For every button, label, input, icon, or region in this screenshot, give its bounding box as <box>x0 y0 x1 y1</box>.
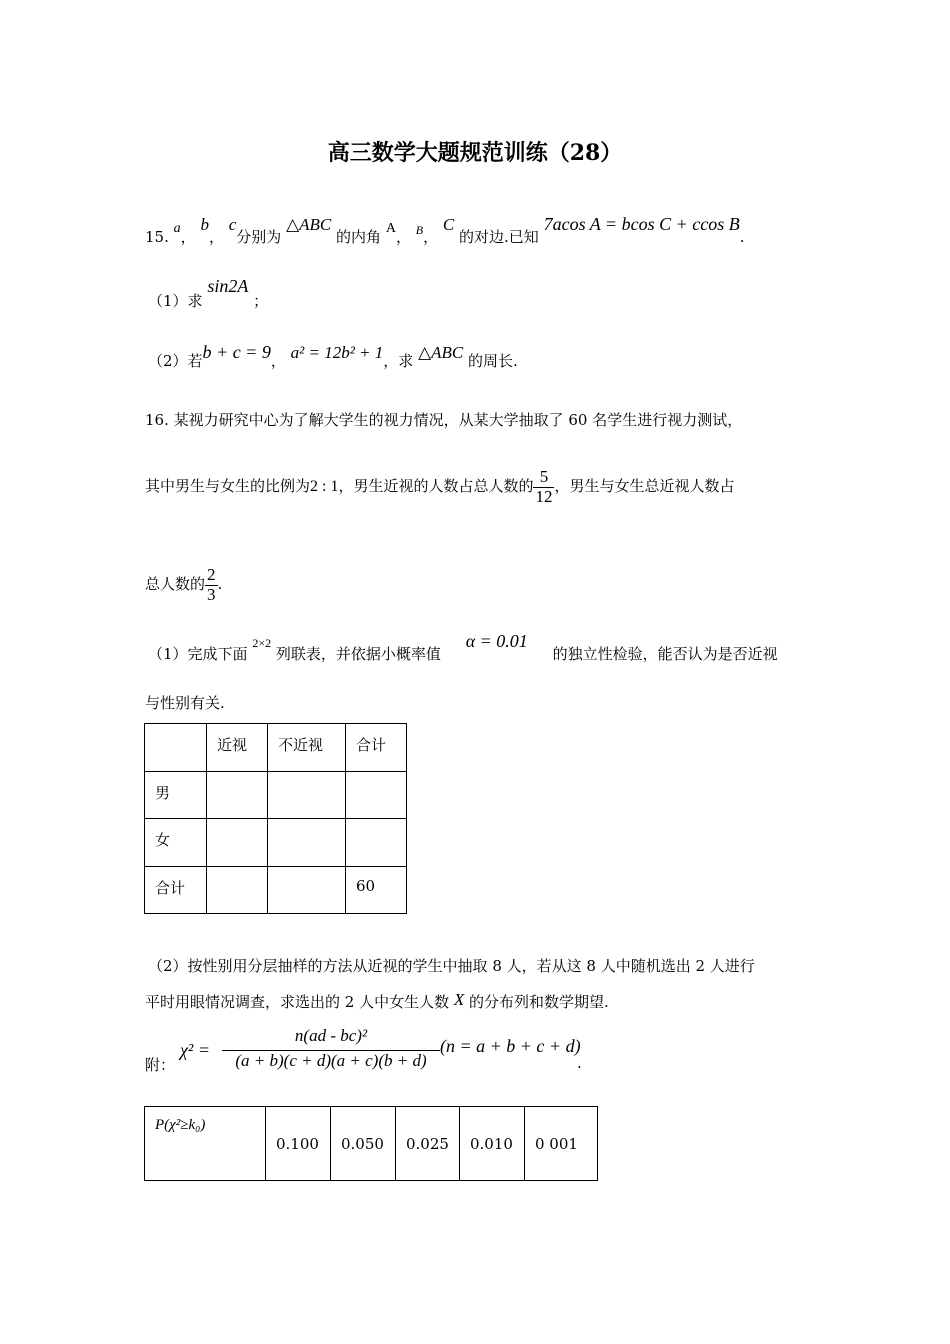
table-cell: 60 <box>346 867 407 914</box>
table-cell <box>268 772 346 819</box>
q15-part2-expr1: b + c = 9 <box>202 342 271 362</box>
q16-ratio: 2 : 1 <box>310 478 339 496</box>
q16-table-size: 2×2 <box>252 636 272 650</box>
formula-end: . <box>577 1054 582 1072</box>
table-cell <box>145 724 207 772</box>
contingency-table <box>144 723 407 914</box>
q16-line2 <box>145 468 735 506</box>
fraction-numerator: 2 <box>207 565 216 584</box>
q16-fraction-5-12 <box>533 468 554 506</box>
q16-part2-text: 的分布列和数学期望. <box>469 993 609 1011</box>
q15-part2 <box>148 342 518 371</box>
table-cell: 0 001 <box>525 1107 598 1181</box>
formula-numerator: n(ad - bc)² <box>294 1026 368 1045</box>
table-cell: 男 <box>145 772 207 819</box>
q15-triangle: △ABC <box>286 215 332 234</box>
q15-text: 分别为 <box>236 228 282 246</box>
q16-part2-text: 平时用眼情况调查，求选出的 2 人中女生人数 <box>145 993 450 1011</box>
q16-part2-line2 <box>145 991 609 1012</box>
critical-value-table <box>144 1106 598 1181</box>
table-cell: 0.025 <box>396 1107 460 1181</box>
q16-part1-line2: 与性别有关. <box>145 694 225 712</box>
q15-sep: ， <box>180 228 196 246</box>
q15-angle-a: A <box>385 221 396 236</box>
q16-text: ，男生与女生总近视人数占 <box>554 477 735 496</box>
formula-n-definition: (n = a + b + c + d) <box>440 1036 581 1056</box>
q16-text: 其中男生与女生的比例为 <box>145 477 311 496</box>
q15-part2-text: ，求 <box>383 352 414 370</box>
q15-var-a: a <box>173 221 181 236</box>
table-cell <box>207 819 268 867</box>
page-title: 高三数学大题规范训练（28） <box>327 140 623 166</box>
q16-part2-line1: （2）按性别用分层抽样的方法从近视的学生中抽取 8 人，若从这 8 人中随机选出 2 人进行 <box>148 957 755 975</box>
table-row <box>145 1107 598 1181</box>
q16-var-x: X <box>453 990 465 1009</box>
table-header-cell: P(χ²≥k₀) <box>145 1107 266 1181</box>
q15-end: . <box>739 228 745 246</box>
q15-given-equation: 7acos A = bcos C + ccos B <box>543 214 740 234</box>
table-cell: 0.100 <box>266 1107 331 1181</box>
formula-denominator: (a + b)(c + d)(a + c)(b + d) <box>235 1051 427 1070</box>
table-cell: 合计 <box>145 867 207 914</box>
table-row <box>145 867 407 914</box>
table-cell <box>207 772 268 819</box>
q16-line1: 16. 某视力研究中心为了解大学生的视力情况，从某大学抽取了 60 名学生进行视力测试， <box>145 411 743 429</box>
q15-part2-expr2: a² = 12b² + 1 <box>290 343 384 362</box>
table-header-cell: 合计 <box>346 724 407 772</box>
fraction-denominator: 12 <box>535 486 553 506</box>
formula-lhs: χ² = <box>180 1040 210 1060</box>
table-header-cell: 近视 <box>207 724 268 772</box>
q15-part2-end: 的周长. <box>468 352 518 370</box>
q15-line1 <box>145 214 745 247</box>
table-row <box>145 724 407 772</box>
q15-sep: ， <box>423 228 439 246</box>
fraction-denominator: 3 <box>207 584 216 604</box>
q16-fraction-2-3 <box>205 566 218 604</box>
q15-var-c: c <box>228 215 237 234</box>
q16-text: ，男生近视的人数占总人数的 <box>338 477 534 496</box>
q15-part2-sep: ， <box>270 352 286 370</box>
q16-part1-line1 <box>148 631 778 664</box>
q15-part2-label: （2）若 <box>148 352 203 370</box>
q16-part1-text: （1）完成下面 <box>148 645 248 663</box>
q16-text: 总人数的 <box>145 575 206 594</box>
q15-var-b: b <box>200 215 209 234</box>
q16-part1-text: 的独立性检验，能否认为是否近视 <box>552 645 778 663</box>
table-cell <box>346 772 407 819</box>
table-cell <box>346 819 407 867</box>
q15-part1-expr: sin2A <box>207 276 249 296</box>
q15-sep: ， <box>208 228 224 246</box>
q15-angle-b: B <box>415 223 424 237</box>
fraction-numerator: 5 <box>539 467 549 486</box>
q15-part1-end: ； <box>253 292 269 310</box>
q15-number: 15. <box>145 228 169 246</box>
table-cell <box>207 867 268 914</box>
q15-angle-c: C <box>442 215 455 234</box>
table-cell: 0.010 <box>460 1107 525 1181</box>
q15-part1-label: （1）求 <box>148 292 203 310</box>
q16-text: . <box>217 575 223 594</box>
appendix-label: 附： <box>145 1056 176 1074</box>
q15-text: 的对边.已知 <box>459 228 539 246</box>
q15-text: 的内角 <box>336 228 382 246</box>
table-cell <box>268 867 346 914</box>
table-cell <box>268 819 346 867</box>
q15-part2-triangle: △ABC <box>418 343 464 362</box>
table-header-cell: 不近视 <box>268 724 346 772</box>
table-cell: 女 <box>145 819 207 867</box>
q16-part1-text: 列联表，并依据小概率值 <box>275 645 441 663</box>
q15-sep: ， <box>395 228 411 246</box>
table-row <box>145 819 407 867</box>
q16-alpha: α = 0.01 <box>465 631 528 651</box>
q15-part1 <box>148 276 269 311</box>
table-row <box>145 772 407 819</box>
table-cell: 0.050 <box>331 1107 396 1181</box>
q16-line3 <box>145 566 222 604</box>
